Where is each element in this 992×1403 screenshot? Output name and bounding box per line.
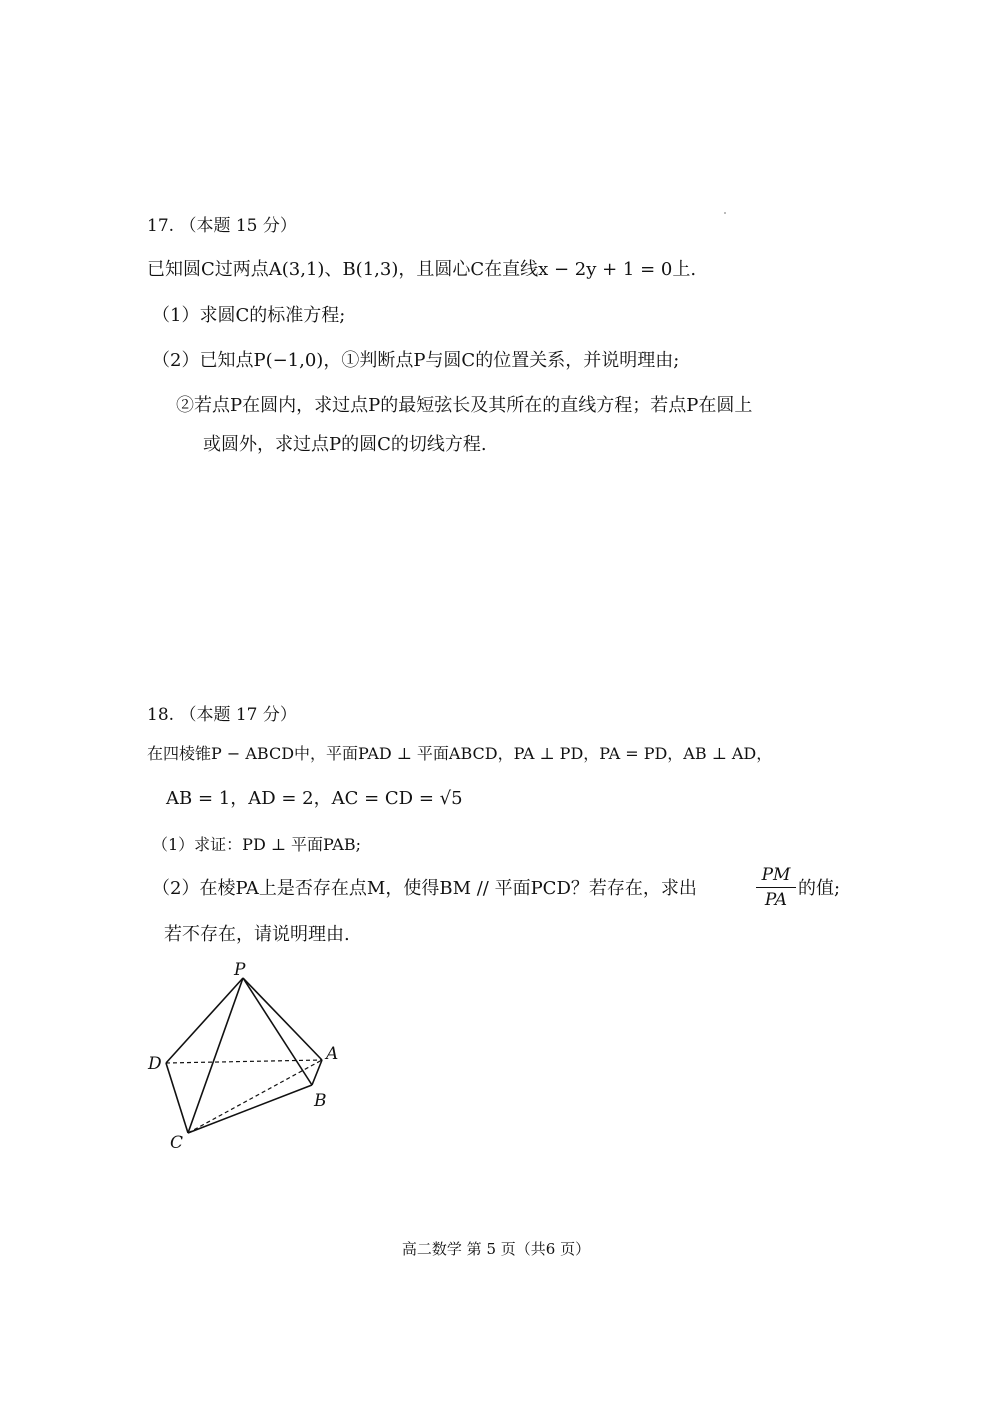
edge-pc: [188, 978, 243, 1133]
q17-stem: 已知圆C过两点A(3,1)、B(1,3)，且圆心C在直线x − 2y + 1 = 0上.: [147, 259, 697, 280]
hidden-edge-ca: [188, 1060, 322, 1133]
pyramid-figure: [140, 955, 360, 1155]
q17-part1: （1）求圆C的标准方程;: [152, 305, 346, 326]
q18-stem-line2: AB = 1，AD = 2，AC = CD = √5: [166, 788, 463, 809]
scan-speck: [724, 212, 726, 214]
edge-pb: [243, 978, 312, 1085]
q18-part2-line2: 若不存在，请说明理由.: [164, 924, 350, 945]
hidden-edge-da: [166, 1060, 322, 1063]
q18-part2-before: （2）在棱PA上是否存在点M，使得BM // 平面PCD？若存在，求出: [152, 878, 697, 899]
fraction-bar: [756, 887, 796, 888]
page-footer: 高二数学 第 5 页（共6 页）: [401, 1240, 591, 1258]
label-p: P: [234, 960, 246, 980]
fraction-denominator: PA: [764, 890, 788, 910]
edge-ba: [312, 1060, 322, 1085]
q18-fraction: [756, 864, 796, 911]
label-a: A: [326, 1044, 339, 1064]
fraction-numerator: PM: [761, 865, 791, 885]
q17-header: 17. （本题 15 分）: [147, 216, 297, 236]
q17-part2-line2: ②若点P在圆内，求过点P的最短弦长及其所在的直线方程；若点P在圆上: [176, 395, 753, 416]
q18-part2-after: 的值;: [798, 878, 841, 899]
label-b: B: [314, 1091, 327, 1111]
edge-pd: [166, 978, 243, 1063]
label-c: C: [170, 1133, 184, 1153]
label-d: D: [148, 1054, 162, 1074]
edge-cb: [188, 1085, 312, 1133]
edge-dc: [166, 1063, 188, 1133]
q18-part1: （1）求证：PD ⊥ 平面PAB;: [152, 835, 361, 854]
q18-header: 18. （本题 17 分）: [147, 705, 297, 725]
q17-part2-line3: 或圆外，求过点P的圆C的切线方程.: [203, 434, 487, 455]
q17-part2-line1: （2）已知点P(−1,0)，①判断点P与圆C的位置关系，并说明理由;: [152, 350, 680, 371]
q18-stem-line1: 在四棱锥P − ABCD中，平面PAD ⊥ 平面ABCD，PA ⊥ PD，PA = PD，AB ⊥ AD，: [147, 744, 773, 763]
edge-pa: [243, 978, 322, 1060]
